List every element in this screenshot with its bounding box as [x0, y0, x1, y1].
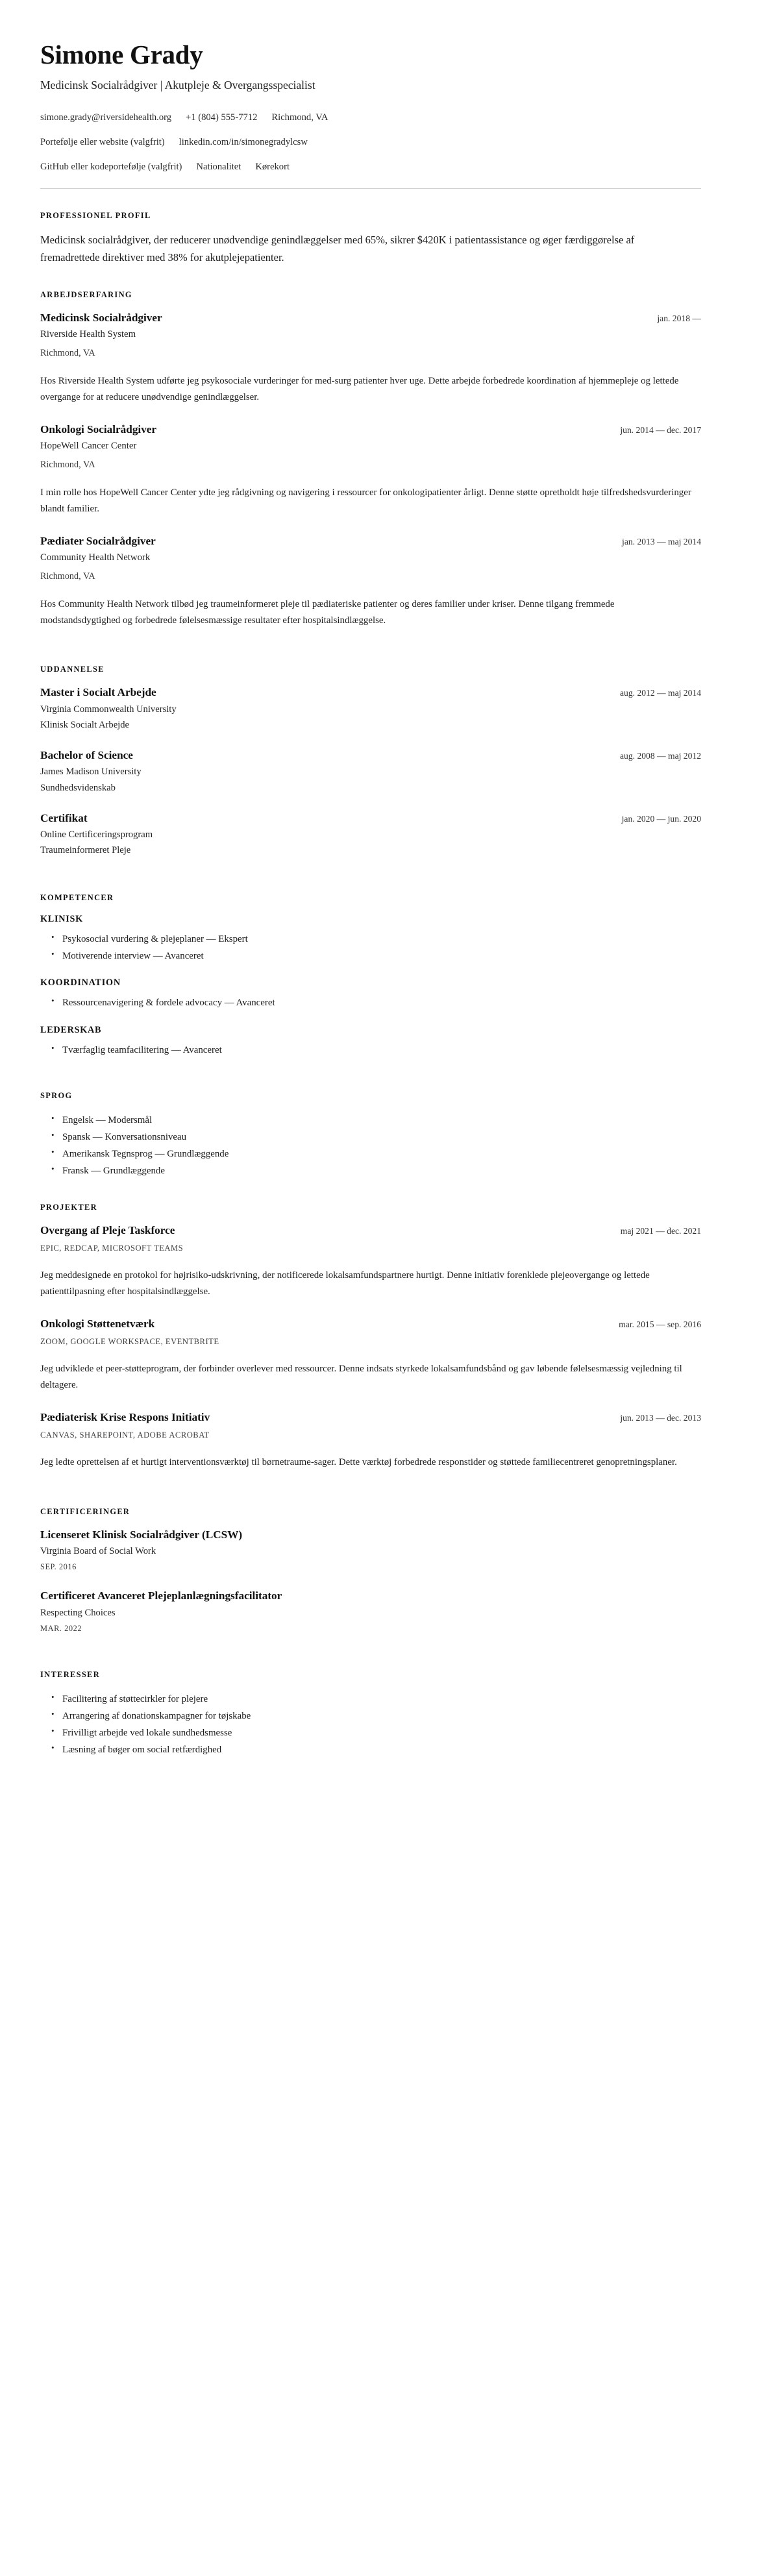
- education-degree: Bachelor of Science: [40, 749, 133, 762]
- experience-location: Richmond, VA: [40, 570, 95, 582]
- project-date: jun. 2013 — dec. 2013: [620, 1412, 701, 1423]
- section-title-skills: KOMPETENCER: [40, 893, 114, 903]
- certification-title: Certificeret Avanceret Plejeplanlægningsfacilitator: [40, 1589, 282, 1602]
- contact-driving-license-placeholder[interactable]: Kørekort: [255, 161, 290, 172]
- section-projects: [40, 1203, 701, 1471]
- contact-line-2: [40, 136, 701, 149]
- certification-entry: [40, 1528, 701, 1572]
- contact-email[interactable]: simone.grady@riversidehealth.org: [40, 112, 172, 123]
- education-date: jan. 2020 — jun. 2020: [621, 813, 701, 824]
- section-education: [40, 665, 701, 857]
- language-item: • Engelsk — Modersmål: [62, 1112, 701, 1129]
- skill-list: [40, 1042, 701, 1059]
- experience-location: Richmond, VA: [40, 459, 95, 470]
- education-field: Traumeinformeret Pleje: [40, 845, 131, 856]
- skill-item: • Motiverende interview — Avanceret: [62, 948, 701, 964]
- skill-group-name: KLINISK: [40, 914, 83, 925]
- experience-entry: [40, 534, 701, 629]
- language-item: • Fransk — Grundlæggende: [62, 1162, 701, 1179]
- skill-list: [40, 931, 701, 964]
- certification-date: MAR. 2022: [40, 1623, 82, 1633]
- project-entry: [40, 1223, 701, 1300]
- section-title-languages: SPROG: [40, 1090, 73, 1100]
- project-tech-list: EPIC, REDCAP, MICROSOFT TEAMS: [40, 1244, 184, 1253]
- section-title-projects: PROJEKTER: [40, 1202, 97, 1212]
- contact-linkedin[interactable]: linkedin.com/in/simonegradylcsw: [179, 136, 308, 147]
- education-entry: [40, 748, 701, 794]
- contact-portfolio-placeholder[interactable]: Portefølje eller website (valgfrit): [40, 136, 165, 147]
- language-item: • Spansk — Konversationsniveau: [62, 1129, 701, 1146]
- certification-entry: [40, 1589, 701, 1633]
- skill-group: [40, 1025, 701, 1059]
- candidate-headline: Medicinsk Socialrådgiver | Akutpleje & Overgangsspecialist: [40, 78, 315, 92]
- skill-group-name: KOORDINATION: [40, 977, 121, 988]
- resume-header: [40, 40, 701, 174]
- interest-item: • Frivilligt arbejde ved lokale sundhedsmesse: [62, 1724, 701, 1741]
- experience-description: Hos Riverside Health System udførte jeg psykosociale vurderinger for med-surg patienter hver uge. Dette arbejde forbedrede koordination af hjemmepleje og lettede overgange for at reducere unødvendige genindlæggelser.: [40, 376, 679, 402]
- certification-date: SEP. 2016: [40, 1562, 77, 1572]
- profile-summary-text: Medicinsk socialrådgiver, der reducerer unødvendige genindlæggelser med 65%, sikrer $420K i patientassistance og øger færdiggørelse af fremadrettede direktiver med 38% for akutplejepatienter.: [40, 234, 635, 264]
- contact-nationality-placeholder[interactable]: Nationalitet: [196, 161, 241, 172]
- section-title-experience: ARBEJDSERFARING: [40, 289, 132, 299]
- experience-date: jun. 2014 — dec. 2017: [620, 424, 701, 435]
- education-degree: Master i Socialt Arbejde: [40, 686, 156, 699]
- experience-title: Pædiater Socialrådgiver: [40, 534, 156, 547]
- section-interests: [40, 1670, 701, 1758]
- section-experience: [40, 290, 701, 629]
- experience-description: Hos Community Health Network tilbød jeg traumeinformeret pleje til pædiateriske patienter og deres familier under kriser. Denne tilgang fremmede modstandsdygtighed og forbedrede følelsesmæssige resultater efter hospitalsindlæggelse.: [40, 599, 615, 626]
- project-title: Onkologi Støttenetværk: [40, 1317, 155, 1330]
- education-date: aug. 2012 — maj 2014: [620, 688, 701, 698]
- project-title: Pædiaterisk Krise Respons Initiativ: [40, 1410, 210, 1423]
- education-entry: [40, 811, 701, 857]
- experience-location: Richmond, VA: [40, 347, 95, 358]
- education-institution: James Madison University: [40, 767, 142, 778]
- project-description: Jeg ledte oprettelsen af et hurtigt interventionsværktøj til børnetraume-sager. Dette værktøj forbedrede responstider og støttede familiecentreret genopretningsplaner.: [40, 1456, 677, 1467]
- section-languages: [40, 1091, 701, 1179]
- skill-item: • Psykosocial vurdering & plejeplaner — Ekspert: [62, 931, 701, 948]
- education-institution: Virginia Commonwealth University: [40, 704, 177, 715]
- education-field: Klinisk Socialt Arbejde: [40, 719, 130, 730]
- section-title-profile: PROFESSIONEL PROFIL: [40, 211, 151, 221]
- experience-entry: [40, 311, 701, 406]
- education-institution: Online Certificeringsprogram: [40, 829, 153, 840]
- header-divider: [40, 188, 701, 189]
- experience-date: jan. 2013 — maj 2014: [622, 536, 701, 546]
- project-description: Jeg meddesignede en protokol for højrisiko-udskrivning, der notificerede lokalsamfundspartnere hurtigt. Denne initiativ forenklede plejeovergange og lettede patienttilpasning efter hospitalsindlæggelse.: [40, 1270, 650, 1297]
- project-entry: [40, 1317, 701, 1393]
- section-title-interests: INTERESSER: [40, 1669, 101, 1679]
- experience-organization: Community Health Network: [40, 552, 151, 563]
- project-date: mar. 2015 — sep. 2016: [619, 1319, 701, 1329]
- education-date: aug. 2008 — maj 2012: [620, 751, 701, 761]
- experience-entry: [40, 423, 701, 517]
- section-title-certifications: CERTIFICERINGER: [40, 1506, 130, 1516]
- project-date: maj 2021 — dec. 2021: [620, 1225, 701, 1236]
- certification-title: Licenseret Klinisk Socialrådgiver (LCSW): [40, 1528, 243, 1541]
- contact-line-3: [40, 160, 701, 174]
- education-degree: Certifikat: [40, 811, 88, 824]
- experience-title: Onkologi Socialrådgiver: [40, 423, 157, 435]
- project-tech-list: CANVAS, SHAREPOINT, ADOBE ACROBAT: [40, 1430, 210, 1440]
- candidate-name: Simone Grady: [40, 40, 203, 69]
- certification-issuer: Virginia Board of Social Work: [40, 1546, 156, 1557]
- language-item: • Amerikansk Tegnsprog — Grundlæggende: [62, 1146, 701, 1162]
- experience-description: I min rolle hos HopeWell Cancer Center ydte jeg rådgivning og navigering i ressourcer for onkologipatienter årligt. Denne støtte opretholdt høje tilfredshedsvurderinger blandt familier.: [40, 487, 691, 514]
- interest-list: [40, 1691, 701, 1758]
- contact-github-placeholder[interactable]: GitHub eller kodeportefølje (valgfrit): [40, 161, 182, 172]
- project-tech-list: ZOOM, GOOGLE WORKSPACE, EVENTBRITE: [40, 1337, 219, 1347]
- skill-item: • Tværfaglig teamfacilitering — Avanceret: [62, 1042, 701, 1059]
- skill-item: • Ressourcenavigering & fordele advocacy — Avanceret: [62, 994, 701, 1011]
- skill-list: [40, 994, 701, 1011]
- section-certifications: [40, 1507, 701, 1634]
- experience-organization: Riverside Health System: [40, 328, 136, 339]
- education-entry: [40, 685, 701, 731]
- language-list: [40, 1112, 701, 1179]
- skill-group: [40, 977, 701, 1011]
- skill-group-name: LEDERSKAB: [40, 1024, 102, 1035]
- interest-item: • Arrangering af donationskampagner for tøjskabe: [62, 1708, 701, 1724]
- skill-group: [40, 914, 701, 964]
- section-profile: [40, 211, 701, 266]
- certification-issuer: Respecting Choices: [40, 1607, 116, 1618]
- project-description: Jeg udviklede et peer-støtteprogram, der forbinder overlever med ressourcer. Denne indsats styrkede lokalsamfundsbånd og gav løbende følelsesmæssig vejledning til deltagere.: [40, 1364, 682, 1390]
- education-field: Sundhedsvidenskab: [40, 782, 116, 793]
- project-entry: [40, 1410, 701, 1471]
- section-skills: [40, 893, 701, 1058]
- section-title-education: UDDANNELSE: [40, 665, 105, 674]
- experience-date: jan. 2018 —: [657, 313, 701, 323]
- project-title: Overgang af Pleje Taskforce: [40, 1223, 175, 1236]
- interest-item: • Læsning af bøger om social retfærdighed: [62, 1741, 701, 1758]
- contact-location: Richmond, VA: [271, 112, 328, 123]
- experience-organization: HopeWell Cancer Center: [40, 440, 137, 451]
- contact-line-1: [40, 111, 701, 125]
- interest-item: • Facilitering af støttecirkler for plejere: [62, 1691, 701, 1708]
- contact-phone[interactable]: +1 (804) 555-7712: [186, 112, 258, 123]
- experience-title: Medicinsk Socialrådgiver: [40, 311, 162, 324]
